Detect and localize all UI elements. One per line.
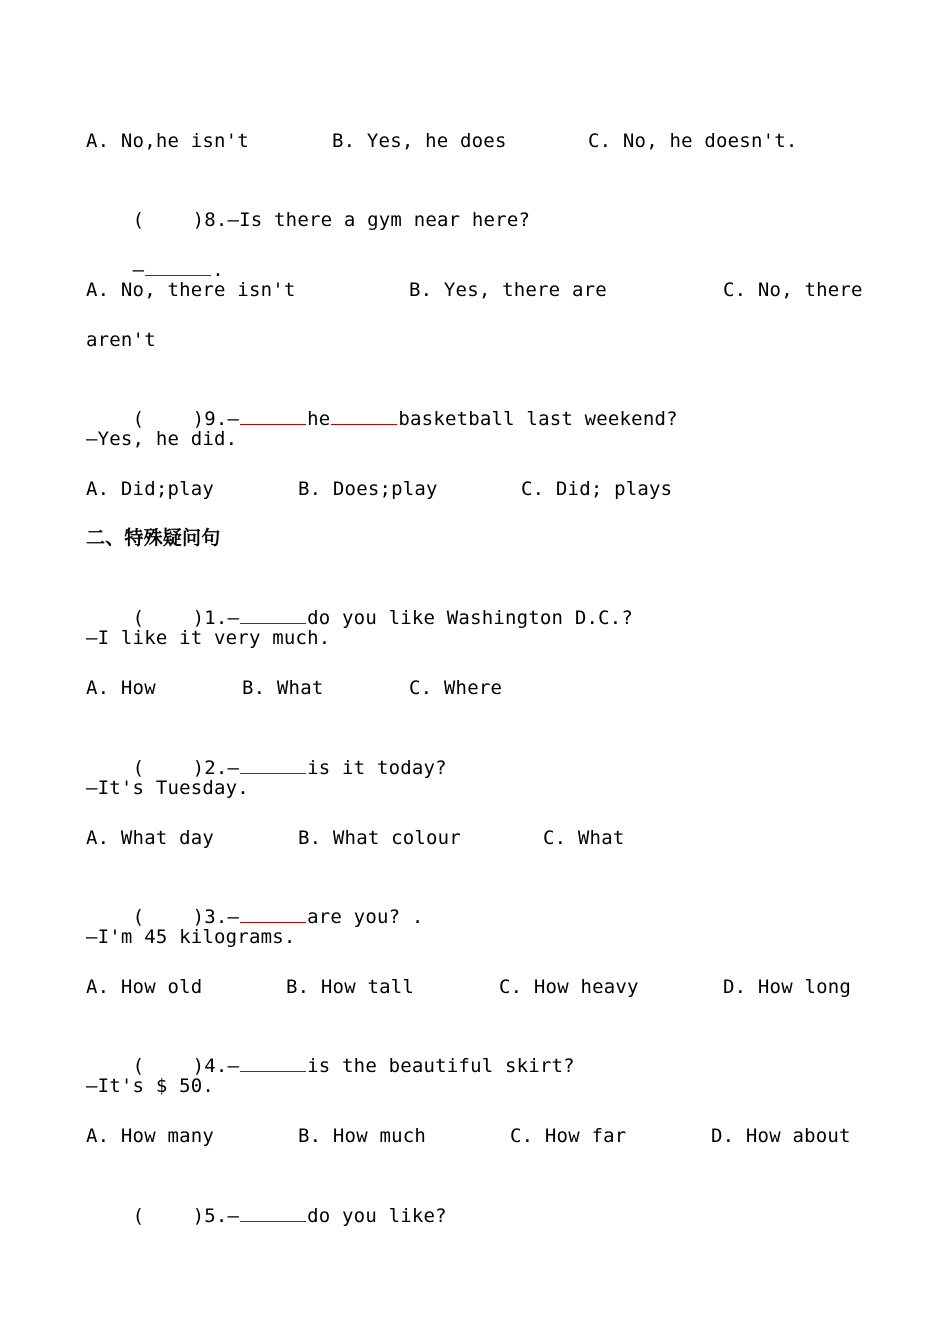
answer-paren: ( bbox=[132, 906, 145, 928]
s1-stem bbox=[86, 573, 634, 629]
q8-option-b: B. Yes, there are bbox=[409, 279, 607, 301]
q8-period: . bbox=[212, 259, 224, 281]
q9-option-c: C. Did; plays bbox=[521, 478, 673, 500]
q7-option-a: A. No,he isn't bbox=[86, 130, 249, 152]
s2-prefix: )2.— bbox=[192, 757, 240, 779]
q7-option-b: B. Yes, he does bbox=[332, 130, 507, 152]
s2-stem bbox=[86, 723, 447, 779]
s4-prefix: )4.— bbox=[192, 1055, 240, 1077]
s1-end: do you like Washington D.C.? bbox=[307, 607, 634, 629]
fill-blank[interactable] bbox=[145, 255, 211, 276]
s1-option-a: A. How bbox=[86, 677, 156, 699]
s3-option-b: B. How tall bbox=[286, 976, 415, 998]
answer-paren: ( bbox=[132, 1205, 145, 1227]
s4-option-d: D. How about bbox=[711, 1125, 851, 1147]
q8-option-c-cont: aren't bbox=[86, 329, 156, 351]
q8-stem bbox=[86, 175, 531, 231]
answer-paren: ( bbox=[132, 1055, 145, 1077]
section-heading: 二、特殊疑问句 bbox=[86, 527, 221, 549]
q7-option-c: C. No, he doesn't. bbox=[588, 130, 798, 152]
s4-option-a: A. How many bbox=[86, 1125, 215, 1147]
s3-answer: —I'm 45 kilograms. bbox=[86, 926, 296, 948]
s3-end: are you? . bbox=[307, 906, 424, 928]
answer-paren: ( bbox=[132, 209, 145, 231]
q9-answer: —Yes, he did. bbox=[86, 428, 238, 450]
fill-blank[interactable] bbox=[240, 902, 306, 923]
s3-stem bbox=[86, 872, 424, 928]
s4-option-b: B. How much bbox=[298, 1125, 427, 1147]
q9-prefix: )9.— bbox=[192, 408, 240, 430]
s3-option-d: D. How long bbox=[723, 976, 852, 998]
q8-answer-line bbox=[86, 225, 224, 281]
s3-option-c: C. How heavy bbox=[499, 976, 639, 998]
fill-blank[interactable] bbox=[240, 1201, 306, 1222]
s2-option-c: C. What bbox=[543, 827, 625, 849]
s1-options bbox=[86, 673, 503, 703]
q8-options bbox=[86, 275, 863, 305]
answer-paren: ( bbox=[132, 757, 145, 779]
s4-end: is the beautiful skirt? bbox=[307, 1055, 575, 1077]
q8-dash: — bbox=[132, 259, 145, 281]
s1-answer: —I like it very much. bbox=[86, 627, 331, 649]
s5-end: do you like? bbox=[307, 1205, 447, 1227]
q9-end: basketball last weekend? bbox=[398, 408, 678, 430]
s4-option-c: C. How far bbox=[510, 1125, 627, 1147]
s2-option-b: B. What colour bbox=[298, 827, 461, 849]
fill-blank[interactable] bbox=[240, 1051, 306, 1072]
q7-options bbox=[86, 126, 798, 156]
fill-blank[interactable] bbox=[240, 404, 306, 425]
answer-paren: ( bbox=[132, 607, 145, 629]
q9-option-b: B. Does;play bbox=[298, 478, 438, 500]
answer-paren: ( bbox=[132, 408, 145, 430]
s2-options bbox=[86, 823, 625, 853]
s5-stem bbox=[86, 1171, 447, 1227]
s2-option-a: A. What day bbox=[86, 827, 215, 849]
s3-option-a: A. How old bbox=[86, 976, 203, 998]
s4-answer: —It's $ 50. bbox=[86, 1075, 215, 1097]
s3-options bbox=[86, 972, 852, 1002]
s2-answer: —It's Tuesday. bbox=[86, 777, 249, 799]
s1-option-b: B. What bbox=[242, 677, 324, 699]
s1-prefix: )1.— bbox=[192, 607, 240, 629]
fill-blank[interactable] bbox=[240, 753, 306, 774]
q9-stem bbox=[86, 374, 678, 430]
s2-end: is it today? bbox=[307, 757, 447, 779]
s4-options bbox=[86, 1121, 851, 1151]
s1-option-c: C. Where bbox=[409, 677, 503, 699]
q9-option-a: A. Did;play bbox=[86, 478, 215, 500]
q8-option-c: C. No, there bbox=[723, 279, 863, 301]
q9-options bbox=[86, 474, 673, 504]
q8-stem-text: )8.—Is there a gym near here? bbox=[192, 209, 531, 231]
s5-prefix: )5.— bbox=[192, 1205, 240, 1227]
q8-option-a: A. No, there isn't bbox=[86, 279, 296, 301]
q9-mid: he bbox=[307, 408, 331, 430]
fill-blank[interactable] bbox=[240, 603, 306, 624]
fill-blank[interactable] bbox=[331, 404, 397, 425]
s3-prefix: )3.— bbox=[192, 906, 240, 928]
s4-stem bbox=[86, 1021, 575, 1077]
